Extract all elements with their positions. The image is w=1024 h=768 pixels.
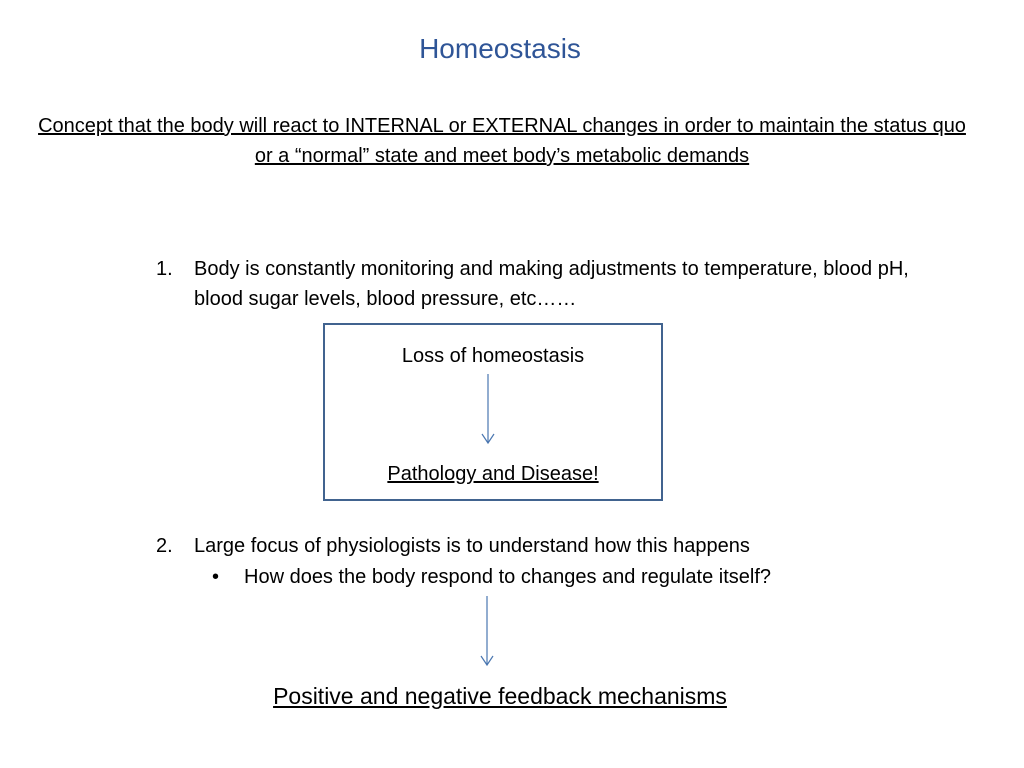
box-top-text: Loss of homeostasis — [401, 345, 585, 367]
list-number-2: 2. — [156, 535, 173, 557]
homeostasis-box — [323, 323, 663, 501]
down-arrow-icon — [480, 374, 496, 446]
list-number-1: 1. — [156, 258, 173, 280]
list-text-1: Body is constantly monitoring and making adjustments to temperature, blood pH, blood sugar levels, blood pressure, etc…… — [194, 258, 909, 310]
conclusion-text: Positive and negative feedback mechanisms — [273, 683, 727, 709]
down-arrow-icon — [479, 596, 495, 668]
box-bottom-text: Pathology and Disease! — [387, 463, 599, 485]
concept-definition: Concept that the body will react to INTERNAL or EXTERNAL changes in order to maintain the status quo or a “normal” state and meet body’s metabolic demands — [38, 115, 966, 167]
bullet-marker: • — [212, 566, 220, 588]
list-text-2: Large focus of physiologists is to understand how this happens — [194, 535, 750, 557]
sub-bullet-text: How does the body respond to changes and regulate itself? — [244, 566, 772, 588]
list-item-2 — [156, 531, 916, 561]
list-item-1 — [156, 254, 916, 314]
slide-title: Homeostasis — [419, 33, 581, 64]
